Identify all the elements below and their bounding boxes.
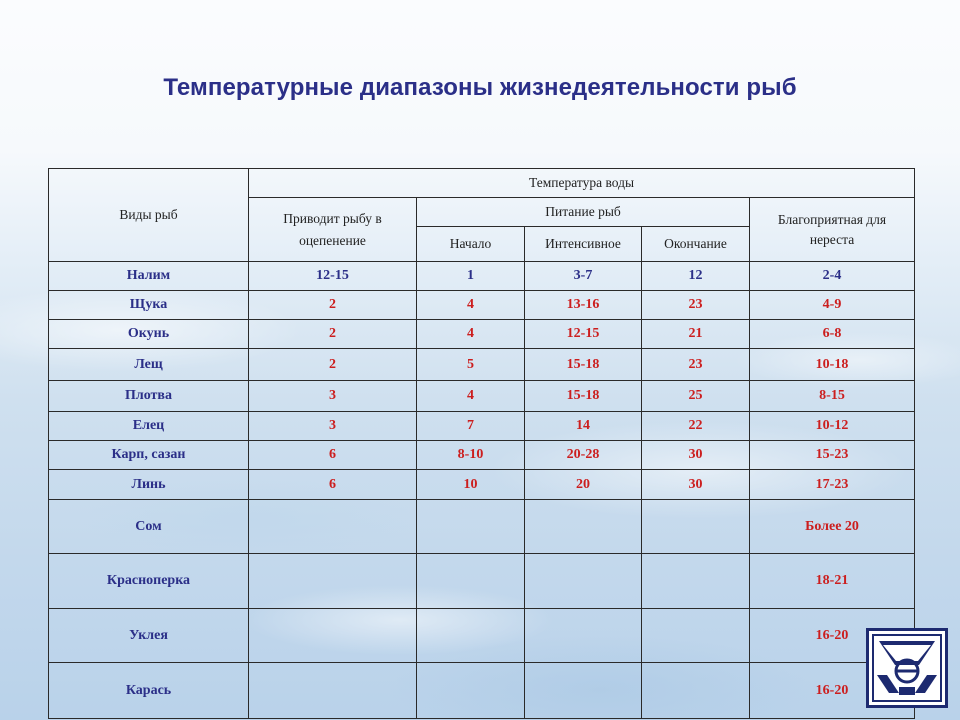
header-feeding-end: Окончание xyxy=(642,227,750,262)
table-row xyxy=(49,609,915,663)
numbness-temp: 2 xyxy=(249,320,417,349)
feeding-intensive-temp xyxy=(525,609,642,663)
spawning-temp: 2-4 xyxy=(750,262,915,291)
feeding-start-temp xyxy=(417,500,525,554)
table-row xyxy=(49,663,915,719)
numbness-temp: 2 xyxy=(249,291,417,320)
feeding-start-temp: 4 xyxy=(417,291,525,320)
species-name: Налим xyxy=(49,262,249,291)
header-species: Виды рыб xyxy=(49,169,249,262)
table-row xyxy=(49,470,915,500)
table-row xyxy=(49,554,915,609)
numbness-temp: 6 xyxy=(249,470,417,500)
spawning-temp: 16-20 xyxy=(750,609,915,663)
numbness-temp xyxy=(249,554,417,609)
page-title: Температурные диапазоны жизнедеятельности рыб xyxy=(163,74,797,101)
header-feeding: Питание рыб xyxy=(417,198,750,227)
table-row xyxy=(49,412,915,441)
table-row xyxy=(49,262,915,291)
emblem-graphic xyxy=(869,631,945,705)
feeding-intensive-temp: 3-7 xyxy=(525,262,642,291)
species-name: Уклея xyxy=(49,609,249,663)
feeding-intensive-temp: 20 xyxy=(525,470,642,500)
feeding-start-temp: 4 xyxy=(417,320,525,349)
feeding-end-temp: 30 xyxy=(642,441,750,470)
feeding-end-temp: 21 xyxy=(642,320,750,349)
numbness-temp xyxy=(249,663,417,719)
university-emblem-icon xyxy=(866,628,948,708)
feeding-end-temp: 30 xyxy=(642,470,750,500)
spawning-temp: 8-15 xyxy=(750,381,915,412)
species-name: Елец xyxy=(49,412,249,441)
species-name: Карп, сазан xyxy=(49,441,249,470)
feeding-intensive-temp: 14 xyxy=(525,412,642,441)
feeding-start-temp xyxy=(417,554,525,609)
feeding-end-temp xyxy=(642,554,750,609)
feeding-intensive-temp: 20-28 xyxy=(525,441,642,470)
species-name: Щука xyxy=(49,291,249,320)
feeding-intensive-temp: 15-18 xyxy=(525,349,642,381)
header-feeding-start: Начало xyxy=(417,227,525,262)
feeding-intensive-temp: 12-15 xyxy=(525,320,642,349)
feeding-intensive-temp xyxy=(525,554,642,609)
numbness-temp: 3 xyxy=(249,412,417,441)
table-row xyxy=(49,500,915,554)
fish-temperature-table xyxy=(48,168,915,719)
feeding-start-temp: 7 xyxy=(417,412,525,441)
numbness-temp: 3 xyxy=(249,381,417,412)
numbness-temp xyxy=(249,609,417,663)
feeding-end-temp: 23 xyxy=(642,291,750,320)
species-name: Карась xyxy=(49,663,249,719)
table-row xyxy=(49,291,915,320)
spawning-temp: 15-23 xyxy=(750,441,915,470)
numbness-temp: 12-15 xyxy=(249,262,417,291)
feeding-end-temp xyxy=(642,500,750,554)
species-name: Лещ xyxy=(49,349,249,381)
feeding-start-temp: 8-10 xyxy=(417,441,525,470)
table-row xyxy=(49,320,915,349)
species-name: Плотва xyxy=(49,381,249,412)
feeding-start-temp: 5 xyxy=(417,349,525,381)
species-name: Сом xyxy=(49,500,249,554)
feeding-intensive-temp: 13-16 xyxy=(525,291,642,320)
feeding-end-temp: 12 xyxy=(642,262,750,291)
feeding-end-temp: 22 xyxy=(642,412,750,441)
table-row xyxy=(49,441,915,470)
feeding-start-temp: 4 xyxy=(417,381,525,412)
table-row xyxy=(49,381,915,412)
feeding-start-temp xyxy=(417,663,525,719)
species-name: Окунь xyxy=(49,320,249,349)
header-spawning: Благоприятная для нереста xyxy=(750,198,915,262)
header-numbness: Приводит рыбу в оцепенение xyxy=(249,198,417,262)
numbness-temp: 2 xyxy=(249,349,417,381)
feeding-start-temp xyxy=(417,609,525,663)
feeding-end-temp xyxy=(642,663,750,719)
spawning-temp: 17-23 xyxy=(750,470,915,500)
spawning-temp: 10-18 xyxy=(750,349,915,381)
table-row xyxy=(49,349,915,381)
spawning-temp: 4-9 xyxy=(750,291,915,320)
numbness-temp: 6 xyxy=(249,441,417,470)
feeding-start-temp: 10 xyxy=(417,470,525,500)
header-feeding-intensive: Интенсивное xyxy=(525,227,642,262)
feeding-start-temp: 1 xyxy=(417,262,525,291)
feeding-intensive-temp: 15-18 xyxy=(525,381,642,412)
header-water-temperature: Температура воды xyxy=(249,169,915,198)
spawning-temp: Более 20 xyxy=(750,500,915,554)
feeding-intensive-temp xyxy=(525,663,642,719)
spawning-temp: 10-12 xyxy=(750,412,915,441)
feeding-end-temp: 25 xyxy=(642,381,750,412)
numbness-temp xyxy=(249,500,417,554)
spawning-temp: 6-8 xyxy=(750,320,915,349)
spawning-temp: 18-21 xyxy=(750,554,915,609)
spawning-temp: 16-20 xyxy=(750,663,915,719)
feeding-intensive-temp xyxy=(525,500,642,554)
feeding-end-temp xyxy=(642,609,750,663)
species-name: Линь xyxy=(49,470,249,500)
feeding-end-temp: 23 xyxy=(642,349,750,381)
species-name: Красноперка xyxy=(49,554,249,609)
